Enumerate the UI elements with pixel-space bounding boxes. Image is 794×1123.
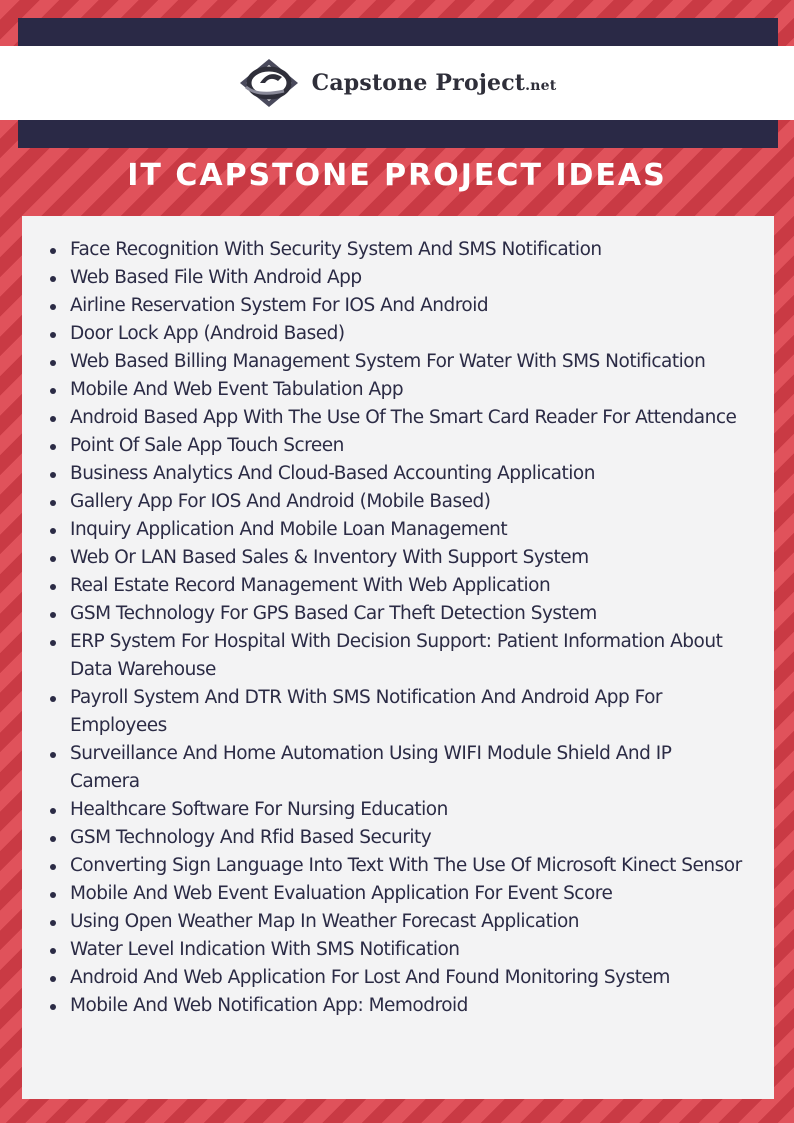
list-item: Business Analytics And Cloud-Based Accounting Application xyxy=(70,460,746,488)
bullet-icon xyxy=(50,640,56,646)
ideas-panel xyxy=(22,216,774,1099)
bullet-icon xyxy=(50,444,56,450)
logo-suffix: .net xyxy=(525,78,557,94)
list-item: Gallery App For IOS And Android (Mobile Based) xyxy=(70,488,746,516)
bullet-icon xyxy=(50,864,56,870)
list-item: Face Recognition With Security System And SMS Notification xyxy=(70,236,746,264)
list-item: Water Level Indication With SMS Notification xyxy=(70,936,746,964)
list-item: Web Or LAN Based Sales & Inventory With Support System xyxy=(70,544,746,572)
list-item: Mobile And Web Notification App: Memodroid xyxy=(70,992,746,1020)
list-item: Mobile And Web Event Tabulation App xyxy=(70,376,746,404)
list-item: Inquiry Application And Mobile Loan Management xyxy=(70,516,746,544)
bullet-icon xyxy=(50,752,56,758)
header-band-bottom xyxy=(18,120,778,148)
bullet-icon xyxy=(50,388,56,394)
bullet-icon xyxy=(50,472,56,478)
page-title: IT CAPSTONE PROJECT IDEAS xyxy=(127,158,667,193)
list-item: Payroll System And DTR With SMS Notification And Android App For Employees xyxy=(70,684,746,740)
logo-wordmark: Capstone Project.net xyxy=(311,70,557,96)
logo-strip xyxy=(0,46,794,120)
list-item: Web Based Billing Management System For Water With SMS Notification xyxy=(70,348,746,376)
list-item: Android Based App With The Use Of The Smart Card Reader For Attendance xyxy=(70,404,746,432)
bullet-icon xyxy=(50,836,56,842)
list-item: Door Lock App (Android Based) xyxy=(70,320,746,348)
list-item: Web Based File With Android App xyxy=(70,264,746,292)
bullet-icon xyxy=(50,360,56,366)
bullet-icon xyxy=(50,248,56,254)
bullet-icon xyxy=(50,332,56,338)
bullet-icon xyxy=(50,892,56,898)
header-band-top xyxy=(18,18,778,46)
bullet-icon xyxy=(50,612,56,618)
bullet-icon xyxy=(50,556,56,562)
list-item: Converting Sign Language Into Text With The Use Of Microsoft Kinect Sensor xyxy=(70,852,746,880)
capstone-logo-icon xyxy=(238,57,300,109)
list-item: Surveillance And Home Automation Using WIFI Module Shield And IP Camera xyxy=(70,740,746,796)
list-item: Real Estate Record Management With Web Application xyxy=(70,572,746,600)
bullet-icon xyxy=(50,808,56,814)
list-item: ERP System For Hospital With Decision Support: Patient Information About Data Warehouse xyxy=(70,628,746,684)
bullet-icon xyxy=(50,584,56,590)
list-item: Point Of Sale App Touch Screen xyxy=(70,432,746,460)
list-item: Mobile And Web Event Evaluation Application For Event Score xyxy=(70,880,746,908)
list-item: Android And Web Application For Lost And Found Monitoring System xyxy=(70,964,746,992)
bullet-icon xyxy=(50,920,56,926)
bullet-icon xyxy=(50,976,56,982)
list-item: Airline Reservation System For IOS And Android xyxy=(70,292,746,320)
bullet-icon xyxy=(50,696,56,702)
ideas-list xyxy=(22,216,774,1020)
bullet-icon xyxy=(50,416,56,422)
bullet-icon xyxy=(50,528,56,534)
bullet-icon xyxy=(50,948,56,954)
list-item: GSM Technology For GPS Based Car Theft Detection System xyxy=(70,600,746,628)
bullet-icon xyxy=(50,304,56,310)
bullet-icon xyxy=(50,276,56,282)
bullet-icon xyxy=(50,1004,56,1010)
bullet-icon xyxy=(50,500,56,506)
list-item: Using Open Weather Map In Weather Forecast Application xyxy=(70,908,746,936)
list-item: Healthcare Software For Nursing Education xyxy=(70,796,746,824)
list-item: GSM Technology And Rfid Based Security xyxy=(70,824,746,852)
